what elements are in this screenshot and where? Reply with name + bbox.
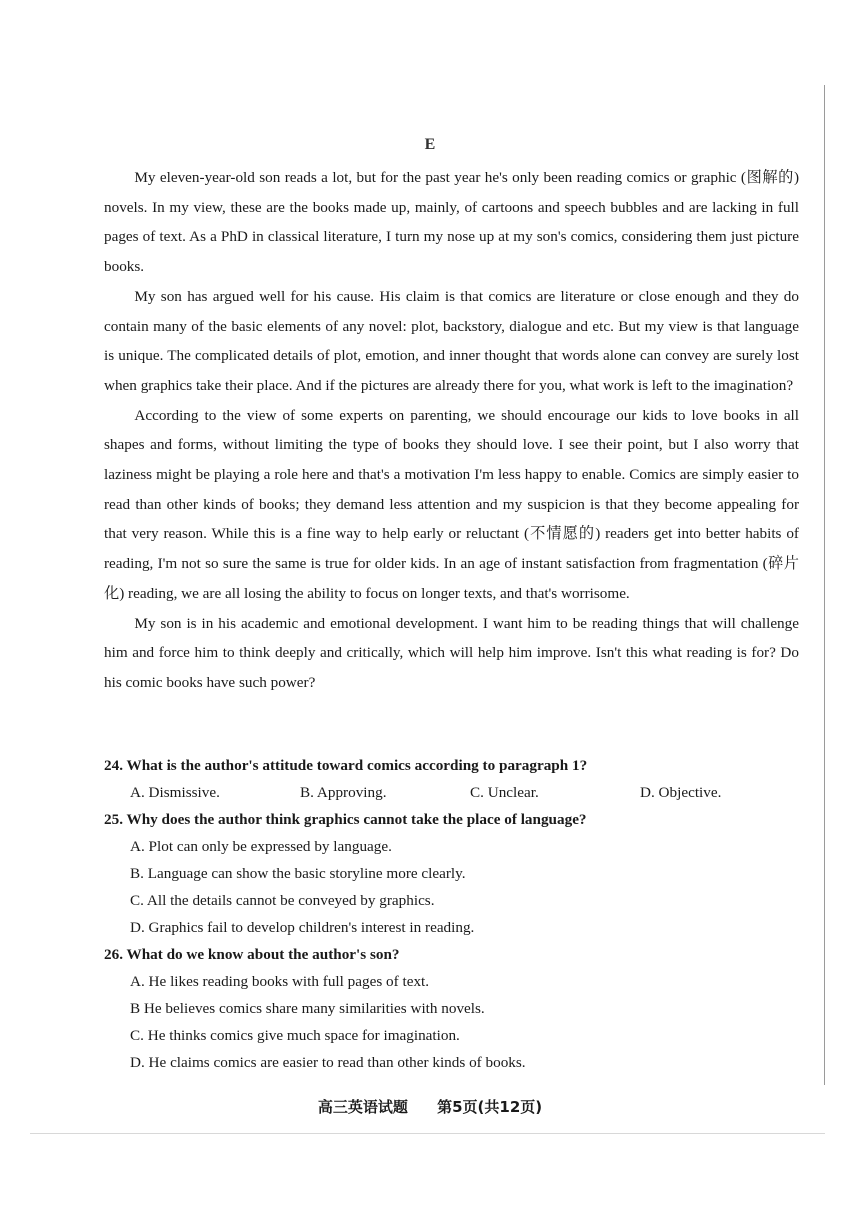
question-list: [104, 752, 799, 1076]
question-24-stem: 24. What is the author's attitude toward comics according to paragraph 1?: [104, 757, 588, 774]
question-26-stem: 26. What do we know about the author's son?: [104, 946, 400, 963]
question-26-option-d: D. He claims comics are easier to read than other kinds of books.: [130, 1054, 526, 1071]
question-25-stem: 25. Why does the author think graphics cannot take the place of language?: [104, 811, 587, 828]
paragraph-4: My son is in his academic and emotional development. I want him to be reading things that will challenge him and force him to think deeply and critically, which will help him improve. Isn't this what reading is for? Do his comic books have such power?: [104, 614, 799, 691]
question-24-option-d: D. Objective.: [640, 784, 722, 801]
question-24-options: [104, 779, 799, 806]
paragraph-2: My son has argued well for his cause. His claim is that comics are literature or close enough and they do contain many of the basic elements of any novel: plot, backstory, dialogue and etc. But my view is that language is unique. The complicated details of plot, emotion, and inner thought that words alone can convey are surely lost when graphics take their place. And if the pictures are already there for you, what work is left to the imagination?: [104, 287, 799, 394]
question-24-option-b: B. Approving.: [300, 784, 387, 801]
question-24-option-a: A. Dismissive.: [130, 784, 220, 801]
page-edge-right: [824, 85, 825, 1085]
question-26-option-a: A. He likes reading books with full pages of text.: [130, 973, 430, 990]
page-footer: [0, 1096, 860, 1117]
question-25-option-c: C. All the details cannot be conveyed by graphics.: [130, 892, 435, 909]
reading-passage: [104, 163, 799, 698]
paragraph-3: According to the view of some experts on parenting, we should encourage our kids to love books in all shapes and forms, without limiting the type of books they should love. I see their point, but I also worry that laziness might be playing a role here and that's a motivation I'm less happy to enable. Comics are simply easier to read than other kinds of books; they demand less attention and my suspicion is that they become appealing for that very reason. While this is a fine way to help early or reluctant (不情愿的) readers get into better habits of reading, I'm not so sure the same is true for older kids. In an age of instant satisfaction from fragmentation (碎片化) reading, we are all losing the ability to focus on longer texts, and that's worrisome.: [104, 406, 799, 602]
page-edge-bottom: [30, 1133, 825, 1134]
question-26-option-b: B He believes comics share many similarities with novels.: [130, 1000, 485, 1017]
footer-page-number: 第5页(共12页): [437, 1098, 543, 1116]
question-25-option-d: D. Graphics fail to develop children's interest in reading.: [130, 919, 475, 936]
question-24-option-c: C. Unclear.: [470, 784, 539, 801]
question-26-option-c: C. He thinks comics give much space for imagination.: [130, 1027, 460, 1044]
paragraph-1: My eleven-year-old son reads a lot, but for the past year he's only been reading comics or graphic (图解的) novels. In my view, these are the books made up, mainly, of cartoons and speech bubbles and are lacking in full pages of text. As a PhD in classical literature, I turn my nose up at my son's comics, considering them just picture books.: [104, 169, 799, 276]
question-25-option-b: B. Language can show the basic storyline more clearly.: [130, 865, 466, 882]
section-heading: E: [424, 136, 436, 153]
footer-subject: 高三英语试题: [317, 1098, 408, 1116]
question-25-option-a: A. Plot can only be expressed by language.: [130, 838, 392, 855]
